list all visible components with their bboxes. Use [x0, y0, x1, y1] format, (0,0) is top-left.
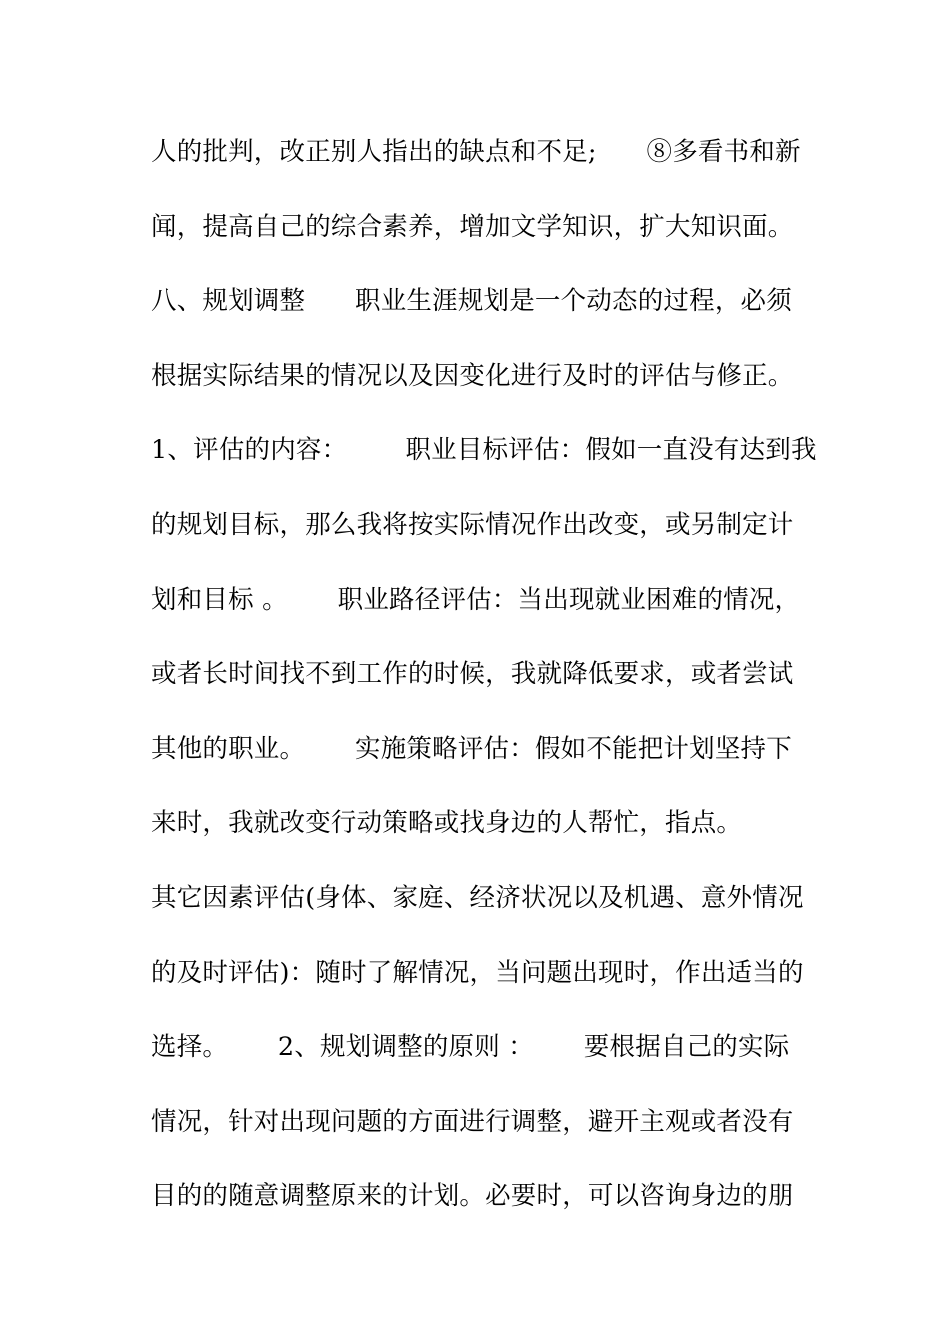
text-line: 的及时评估)：随时了解情况，当问题出现时，作出适当的 — [151, 957, 804, 988]
text-line: 或者长时间找不到工作的时候，我就降低要求，或者尝试 — [151, 659, 794, 690]
text-line: 划和目标 。 职业路径评估：当出现就业困难的情况， — [151, 584, 801, 615]
body-text — [151, 130, 831, 1249]
text-line: 1、评估的内容： 职业目标评估：假如一直没有达到我 — [151, 435, 817, 466]
text-line: 其他的职业。 实施策略评估：假如不能把计划坚持下 — [151, 733, 792, 764]
text-line: 目的的随意调整原来的计划。必要时，可以咨询身边的朋 — [151, 1181, 794, 1212]
text-line: 根据实际结果的情况以及因变化进行及时的评估与修正。 — [151, 360, 794, 391]
text-line: 人的批判，改正别人指出的缺点和不足; ⑧多看书和新 — [151, 137, 801, 167]
text-line: 闻，提高自己的综合素养，增加文学知识，扩大知识面。 — [151, 211, 794, 242]
text-line: 的规划目标，那么我将按实际情况作出改变，或另制定计 — [151, 509, 794, 540]
text-line: 其它因素评估(身体、家庭、经济状况以及机遇、意外情况 — [151, 882, 804, 913]
text-line: 八、规划调整 职业生涯规划是一个动态的过程，必须 — [151, 286, 792, 317]
text-line: 情况，针对出现问题的方面进行调整，避开主观或者没有 — [151, 1106, 794, 1137]
text-line: 选择。 2、规划调整的原则 ： 要根据自己的实际 — [151, 1032, 790, 1063]
text-line: 来时，我就改变行动策略或找身边的人帮忙，指点。 — [151, 808, 743, 839]
